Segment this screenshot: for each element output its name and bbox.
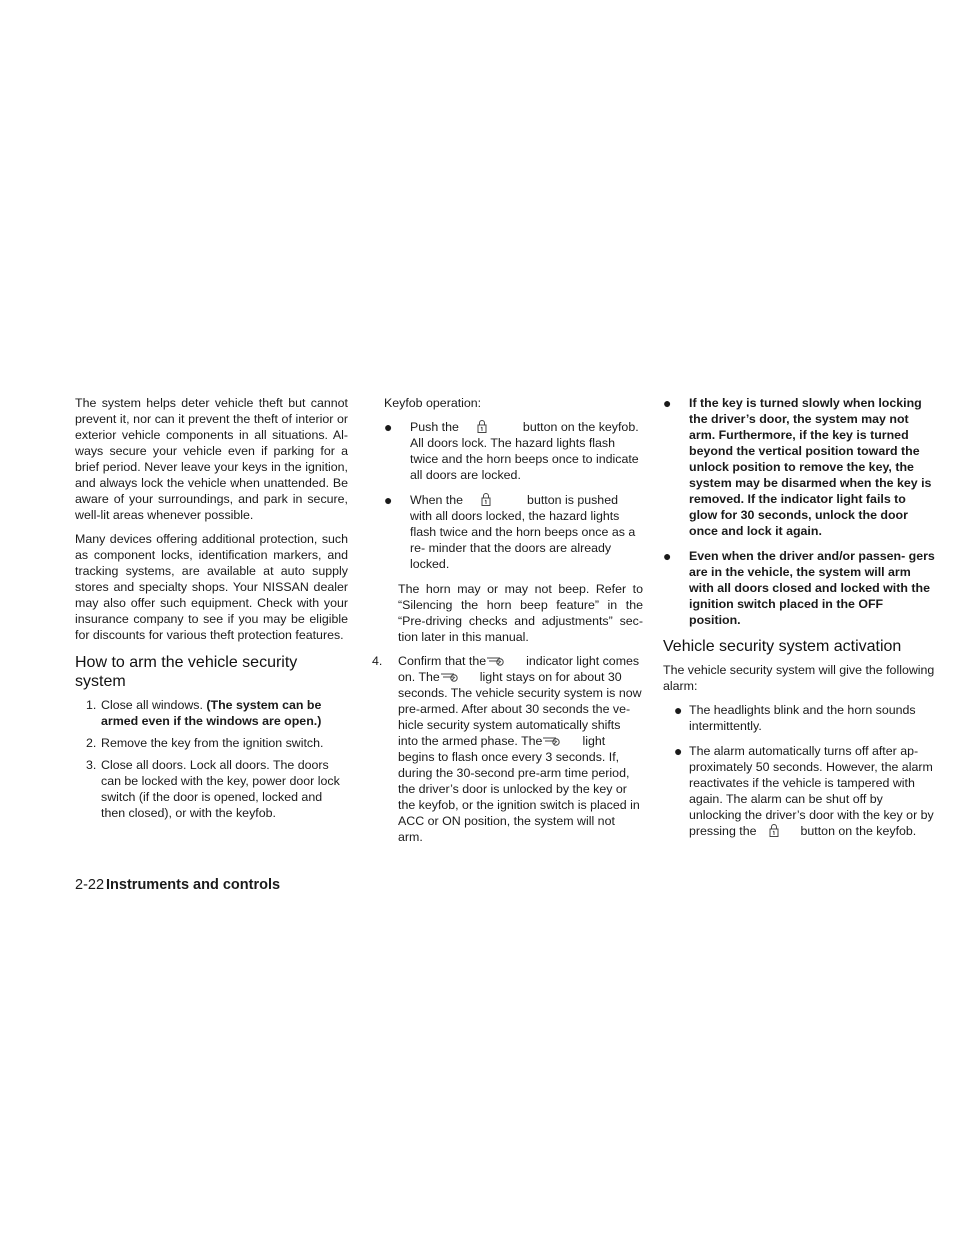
bullet-text: The alarm automatically turns off after ap- proximately 50 seconds. However, the alarm reactivates if the vehicle is tampered with again. The alarm can be shut off by unlocking the driver’s door with the key or by pressing the <box>689 744 934 838</box>
lock-button-icon <box>481 492 491 506</box>
column-left <box>75 395 348 827</box>
security-indicator-icon <box>486 655 506 667</box>
intro-paragraph: The system helps deter vehicle theft but cannot prevent it, nor can it prevent the theft of interior or exterior vehicle components in all situations. Al- ways secure your vehicle even if parking for a brief period. Never leave your keys in the ignition, and always lock the vehicle when unattended. Be aware of your surroundings, and park in secure, well-lit areas whenever possible. <box>75 396 348 522</box>
bullet-dot: ● <box>663 548 672 564</box>
warning-text: Even when the driver and/or passen- gers are in the vehicle, the system will arm with all doors closed and locked with the ignition switch placed in the OFF position. <box>689 549 935 627</box>
column-right <box>663 395 936 848</box>
lock-button-icon <box>769 823 779 837</box>
keyfob-bullet-1 <box>370 419 643 483</box>
activation-intro: The vehicle security system will give the following alarm: <box>663 663 935 693</box>
arm-heading: How to arm the vehicle security system <box>75 654 298 690</box>
bullet-dot: ● <box>674 702 683 718</box>
step-text: Close all windows. <box>101 698 207 712</box>
step-number: 4. <box>372 654 383 668</box>
step-text: indicator light comes on. The <box>398 654 640 684</box>
security-indicator-icon <box>440 671 460 683</box>
alarm-bullet-2 <box>663 743 936 839</box>
bullet-text: Push the <box>410 420 459 434</box>
step-text: light begins to flash once every 3 seconds. If, during the 30-second pre-arm time period, the driver’s door is unlocked by the key or the keyfob, or the ignition switch is placed in ACC or ON position, the system will not arm. <box>398 734 640 844</box>
column-middle <box>370 395 643 851</box>
warning-bullet-1 <box>663 395 936 539</box>
keyfob-bullet-2 <box>370 492 643 572</box>
devices-paragraph: Many devices offering additional protection, such as component locks, identification markers, and tracking systems, are available at auto supply stores and specialty shops. Your NISSAN dealer may also offer such equipment. Check with your insurance company to see if you may be eligible for discounts for various theft protection features. <box>75 532 348 642</box>
step-note-bold: (The system can be armed even if the windows are open.) <box>101 698 322 728</box>
bullet-dot: ● <box>663 395 672 411</box>
step-number: 3. <box>86 758 97 772</box>
bullet-text: button on the keyfob. <box>800 824 917 838</box>
step-text: Close all doors. Lock all doors. The doors can be locked with the key, power door lock switch (if the door is opened, locked and then closed), or with the keyfob. <box>101 758 340 820</box>
page-footer <box>75 876 280 894</box>
security-indicator-icon <box>542 735 562 747</box>
step-3 <box>75 757 348 821</box>
step-1 <box>75 697 348 729</box>
bullet-dot: ● <box>384 492 393 508</box>
bullet-dot: ● <box>674 743 683 759</box>
activation-heading: Vehicle security system activation <box>663 638 902 655</box>
page-number: 2-22 <box>75 877 105 893</box>
keyfob-label: Keyfob operation: <box>384 396 482 410</box>
step-text: Remove the key from the ignition switch. <box>101 736 324 750</box>
step-text: light stays on for about 30 seconds. The vehicle security system is now pre-armed. After about 30 seconds the ve- hicle security system automatically shifts into the armed phase. The <box>398 670 642 748</box>
step-2 <box>75 735 348 751</box>
lock-button-icon <box>477 419 487 433</box>
step-number: 1. <box>86 698 97 712</box>
bullet-text: When the <box>410 493 464 507</box>
step-text: Confirm that the <box>398 654 487 668</box>
warning-text: If the key is turned slowly when locking the driver’s door, the system may not arm. Furthermore, if the key is turned beyond the vertical position toward the unlock position to remove the key, the system may be disarmed when the key is removed. If the indicator light fails to glow for 30 seconds, unlock the door once and lock it again. <box>689 396 932 538</box>
bullet-text: button on the keyfob. All doors lock. The hazard lights flash twice and the horn beeps once to indicate all doors are locked. <box>410 420 639 482</box>
alarm-bullet-1 <box>663 702 936 734</box>
horn-note: The horn may or may not beep. Refer to “Silencing the horn beep feature” in the “Pre-driving checks and adjustments” sec- tion later in this manual. <box>398 582 643 644</box>
section-title: Instruments and controls <box>106 877 281 893</box>
warning-bullet-2 <box>663 548 936 628</box>
step-4 <box>370 653 643 845</box>
bullet-text: The headlights blink and the horn sounds intermittently. <box>689 703 916 733</box>
bullet-text: button is pushed with all doors locked, the hazard lights flash twice and the horn beeps once as a re- minder that the doors are already locked. <box>410 493 636 571</box>
bullet-dot: ● <box>384 419 393 435</box>
step-number: 2. <box>86 736 97 750</box>
